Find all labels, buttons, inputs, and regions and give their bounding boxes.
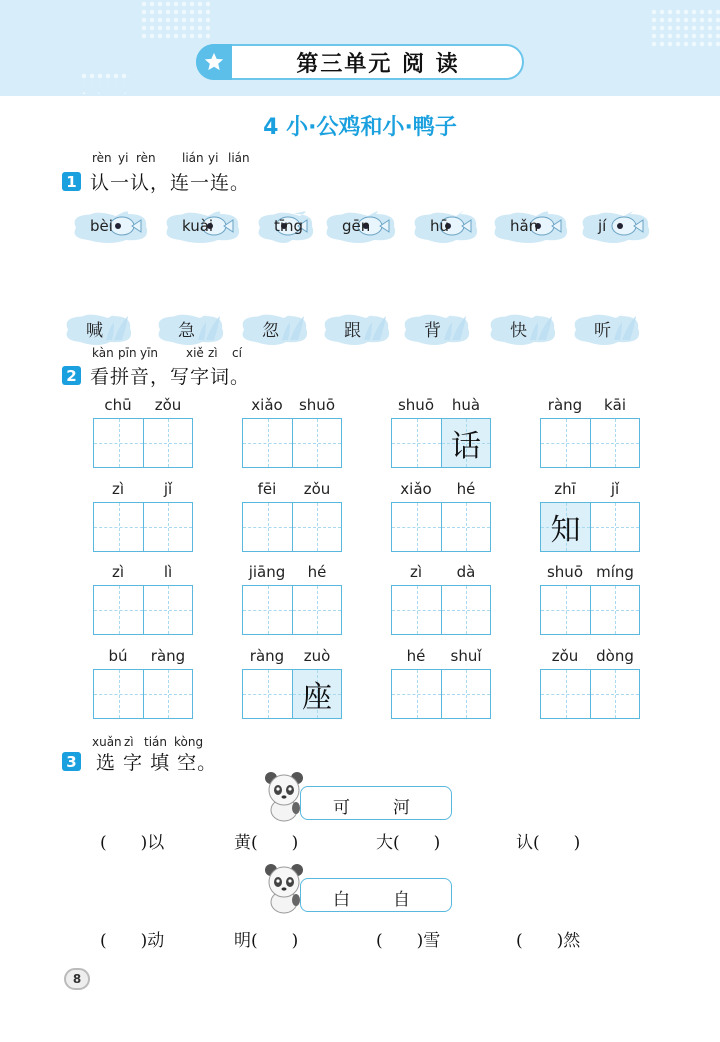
cell-pinyin: bú [108,647,128,665]
pinyin-card-label: kuài [182,217,214,235]
writing-cell [94,586,143,634]
question-number: 2 [62,366,81,385]
writing-cell [243,670,292,718]
choice-box [300,878,452,912]
cell-pinyin: zuò [303,647,331,665]
choice-char: 白 [333,890,350,910]
pinyin-card [252,208,318,244]
fill-blank-item: 认( ) [516,833,581,853]
hanzi-card [398,310,474,346]
pinyin-syllable: xiě [186,346,204,360]
writing-grid [540,502,640,552]
pinyin-card [576,208,654,244]
writing-cell [292,503,341,551]
question-text: 认一认，连一连。 [90,172,251,194]
cell-pinyin: ràng [249,647,285,665]
star-icon [196,44,232,80]
cell-pinyin: hé [456,480,476,498]
choice-char: 河 [393,798,410,818]
cell-pinyin: zǒu [551,647,579,665]
pinyin-syllable: tián [144,735,167,749]
cell-pinyin: ràng [150,647,186,665]
writing-cell [590,419,639,467]
question-text: 看拼音，写字词。 [90,366,251,388]
cell-pinyin: jǐ [610,480,620,498]
pinyin-syllable: zì [124,735,134,749]
pinyin-card-label: hǎn [510,217,539,235]
cell-pinyin: zì [111,563,125,581]
hanzi-card-label: 忽 [262,320,279,341]
pinyin-syllable: rèn [136,151,156,165]
hanzi-card-label: 喊 [86,320,103,341]
cell-pinyin: shuō [298,396,335,414]
fill-blank-item: ( )以 [100,833,165,853]
writing-cell [392,503,441,551]
pinyin-syllable: yi [208,151,219,165]
pinyin-card [408,208,482,244]
writing-cell [441,586,490,634]
fill-blank-item: 黄( ) [234,833,299,853]
writing-cell [143,586,192,634]
cell-pinyin: xiǎo [251,396,283,414]
unit-title: 第三单元 阅 读 [296,51,460,77]
cell-pinyin: hé [307,563,327,581]
writing-cell [590,503,639,551]
cell-pinyin: xiǎo [400,480,432,498]
cell-pinyin: shuō [546,563,583,581]
hanzi-card-label: 听 [594,320,611,341]
pinyin-card [488,208,572,244]
writing-cell [143,670,192,718]
writing-grid [242,585,342,635]
question-text: 选 字 填 空。 [96,752,218,774]
hanzi-card [484,310,560,346]
fill-blank-item: ( )动 [100,931,165,951]
writing-cell [292,419,341,467]
pinyin-syllable: cí [232,346,242,360]
cell-pinyin: kāi [603,396,627,414]
cell-pinyin: zì [409,563,423,581]
pinyin-card-label: hū [430,217,450,235]
writing-cell [590,586,639,634]
pinyin-syllable: lián [228,151,250,165]
cell-pinyin: chū [104,396,132,414]
writing-cell [94,419,143,467]
pinyin-card [320,208,400,244]
prefilled-char: 座 [302,680,332,715]
writing-cell [541,670,590,718]
cell-pinyin: shuǐ [450,647,482,665]
hanzi-card-label: 跟 [344,320,361,341]
writing-cell [541,586,590,634]
decorative-dots [650,8,720,48]
writing-cell [441,419,490,467]
question-number: 1 [62,172,81,191]
writing-grid [391,502,491,552]
cell-pinyin: zǒu [154,396,182,414]
pinyin-syllable: zì [208,346,218,360]
cell-pinyin: míng [596,563,634,581]
writing-grid [391,418,491,468]
writing-cell [292,586,341,634]
header-wave [0,82,720,110]
hanzi-card-label: 快 [510,320,527,341]
writing-grid [93,585,193,635]
hanzi-card-label: 背 [424,320,441,341]
fill-blank-item: 明( ) [234,931,299,951]
pinyin-syllable: rèn [92,151,112,165]
pinyin-card-label: jí [598,217,607,235]
fill-blank-item: ( )雪 [376,931,441,951]
writing-grid [93,669,193,719]
writing-grid [391,585,491,635]
writing-cell [243,503,292,551]
fill-blank-item: 大( ) [376,833,441,853]
writing-grid [242,669,342,719]
choice-box [300,786,452,820]
writing-cell [292,670,341,718]
choice-char: 可 [333,798,350,818]
choice-char: 自 [393,890,410,910]
writing-grid [242,418,342,468]
writing-cell [243,419,292,467]
pinyin-card-label: gēn [342,217,371,235]
writing-cell [143,503,192,551]
hanzi-card [236,310,312,346]
prefilled-char: 知 [550,513,581,548]
page-number: 8 [64,968,90,990]
pinyin-syllable: kàn [92,346,114,360]
cell-pinyin: jǐ [163,480,173,498]
hanzi-card [568,310,644,346]
pinyin-card [68,208,152,244]
cell-pinyin: lì [163,563,173,581]
writing-cell [143,419,192,467]
lesson-title: 4 小·公鸡和小·鸭子 [263,115,457,140]
writing-grid [242,502,342,552]
prefilled-char: 话 [451,429,481,464]
writing-cell [590,670,639,718]
cell-pinyin: fēi [257,480,277,498]
question-number: 3 [62,752,81,771]
pinyin-card [160,208,244,244]
cell-pinyin: dòng [596,647,634,665]
writing-cell [392,419,441,467]
writing-cell [94,670,143,718]
cell-pinyin: huà [451,396,481,414]
hanzi-card [152,310,228,346]
decorative-dots [140,0,210,40]
writing-grid [540,669,640,719]
cell-pinyin: zhī [554,480,576,498]
writing-cell [94,503,143,551]
writing-grid [93,502,193,552]
pinyin-syllable: yīn [140,346,159,360]
pinyin-syllable: lián [182,151,204,165]
pinyin-syllable: kòng [174,735,204,749]
writing-grid [391,669,491,719]
hanzi-card [60,310,136,346]
pinyin-card-label: bèi [90,217,113,235]
writing-cell [392,670,441,718]
writing-grid [540,418,640,468]
pinyin-syllable: pīn [118,346,137,360]
pinyin-card-label: tīng [274,217,304,235]
writing-cell [392,586,441,634]
writing-grid [93,418,193,468]
fill-blank-item: ( )然 [516,931,581,951]
cell-pinyin: zǒu [303,480,331,498]
writing-grid [540,585,640,635]
cell-pinyin: zì [111,480,125,498]
writing-cell [541,419,590,467]
pinyin-syllable: xuǎn [92,735,122,749]
writing-cell [541,503,590,551]
writing-cell [441,503,490,551]
hanzi-card [318,310,394,346]
cell-pinyin: hé [406,647,426,665]
writing-cell [243,586,292,634]
writing-cell [441,670,490,718]
pinyin-syllable: yi [118,151,129,165]
cell-pinyin: shuō [397,396,434,414]
cell-pinyin: ràng [547,396,583,414]
hanzi-card-label: 急 [178,320,195,341]
cell-pinyin: jiāng [248,563,286,581]
cell-pinyin: dà [456,563,476,581]
